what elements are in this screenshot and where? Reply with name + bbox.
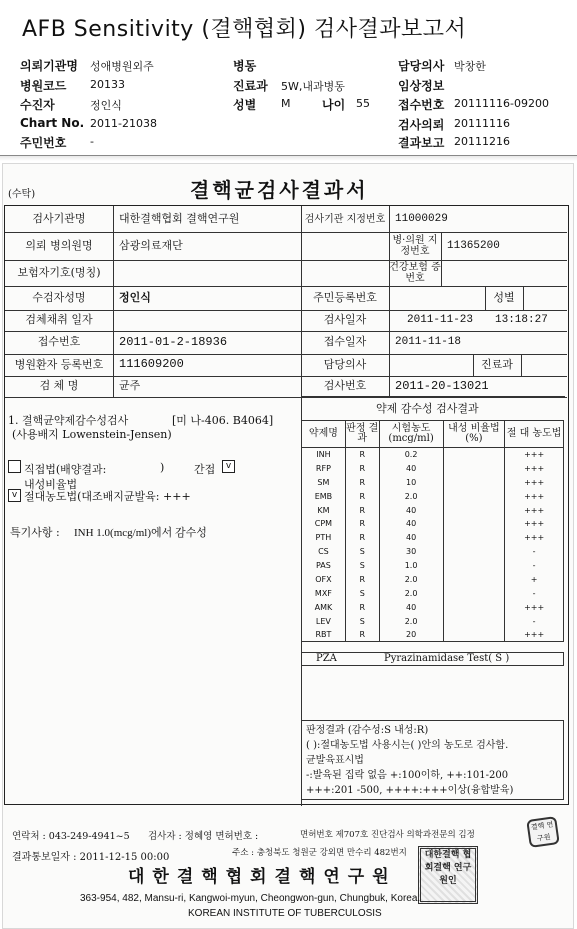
sensitivity-row bbox=[302, 517, 564, 531]
requesting-hospital-value: 삼광의료재단 bbox=[119, 238, 183, 252]
hospital-code-value: 20133 bbox=[90, 78, 125, 91]
recipient-name-label: 수검자성명 bbox=[32, 290, 86, 304]
resident-no-value: - bbox=[90, 135, 94, 148]
sex-field-label: 성별 bbox=[493, 290, 515, 304]
attending-physician-label: 담당의사 bbox=[323, 357, 367, 371]
sensitivity-row bbox=[302, 503, 564, 517]
address: 주소 : 충청북도 청원군 강외면 만수리 482번지 bbox=[232, 848, 407, 858]
age-value: 55 bbox=[356, 97, 370, 110]
concentration-cell: 2.0 bbox=[379, 614, 443, 628]
age-label: 나이 bbox=[322, 98, 346, 112]
english-address: 363-954, 482, Mansu-ri, Kangwoi-myun, Cheongwon-gun, Chungbuk, Korea. bbox=[80, 893, 421, 904]
sensitivity-body bbox=[302, 448, 564, 642]
drug-cell: LEV bbox=[302, 614, 346, 628]
report-header-title: AFB Sensitivity (결핵협회) 검사결과보고서 bbox=[22, 17, 467, 42]
receipt-date-label: 접수일자 bbox=[323, 335, 367, 349]
concentration-cell: 30 bbox=[379, 545, 443, 559]
result-cell: S bbox=[345, 545, 379, 559]
sensitivity-row bbox=[302, 475, 564, 489]
absolute-cell: +++ bbox=[505, 475, 564, 489]
result-cell: R bbox=[345, 517, 379, 531]
requesting-hospital-label: 의뢰 병의원명 bbox=[25, 238, 93, 252]
request-date-value: 20111116 bbox=[454, 117, 510, 130]
drug-cell: MXF bbox=[302, 586, 346, 600]
result-cell: R bbox=[345, 461, 379, 475]
ratio-cell bbox=[443, 628, 505, 642]
concentration-cell: 0.2 bbox=[379, 448, 443, 462]
tester-info: 검사자 : 정혜영 면허번호 : bbox=[148, 831, 259, 842]
drug-cell: CPM bbox=[302, 517, 346, 531]
result-cell: S bbox=[345, 614, 379, 628]
result-cell: S bbox=[345, 586, 379, 600]
receipt-date-value: 2011-11-18 bbox=[395, 336, 462, 349]
legend-line: 판정결과 (감수성:S 내성:R) bbox=[306, 725, 429, 736]
hospital-code-label: 병·의원 지정번호 bbox=[392, 235, 438, 257]
test-date-value: 2011-11-23 bbox=[407, 314, 474, 327]
legend-line: -:발육된 집락 없음 +:100이하, ++:101-200 bbox=[306, 770, 509, 781]
report-title: 결핵균검사결과서 bbox=[190, 178, 369, 202]
ratio-cell bbox=[443, 517, 505, 531]
institute-name: 대한결핵협회결핵연구원 bbox=[128, 867, 397, 887]
sensitivity-row bbox=[302, 489, 564, 503]
lab-code-label: 검사기관 지정번호 bbox=[304, 213, 386, 225]
concentration-cell: 40 bbox=[379, 517, 443, 531]
drug-cell: RBT bbox=[302, 628, 346, 642]
lab-code-value: 11000029 bbox=[395, 212, 448, 225]
concentration-cell: 2.0 bbox=[379, 573, 443, 587]
sex-value: M bbox=[281, 97, 291, 110]
contact-phone: 연락처 : 043-249-4941~5 bbox=[12, 831, 130, 842]
patient-label: 수진자 bbox=[20, 98, 55, 112]
clinical-label: 임상정보 bbox=[398, 79, 445, 93]
direct-method-checkbox[interactable] bbox=[8, 460, 21, 473]
institution-value: 성애병원외주 bbox=[90, 60, 154, 73]
result-cell: R bbox=[345, 531, 379, 545]
ratio-cell bbox=[443, 600, 505, 614]
collection-date-label: 검체채취 일자 bbox=[25, 313, 93, 327]
absolute-cell: +++ bbox=[505, 600, 564, 614]
recipient-name-value: 정인식 bbox=[119, 290, 151, 304]
hospital-code-label: 병원코드 bbox=[20, 79, 67, 93]
sex-label: 성별 bbox=[233, 98, 257, 112]
request-date-label: 검사의뢰 bbox=[398, 118, 445, 132]
concentration-cell: 40 bbox=[379, 503, 443, 517]
test-number-value: 2011-20-13021 bbox=[395, 378, 489, 393]
patient-value: 정인식 bbox=[90, 99, 122, 112]
ratio-cell bbox=[443, 461, 505, 475]
header-divider bbox=[0, 155, 577, 161]
absolute-cell: +++ bbox=[505, 489, 564, 503]
ratio-cell bbox=[443, 448, 505, 462]
doctor-label: 담당의사 bbox=[398, 59, 445, 73]
absolute-cell: + bbox=[505, 573, 564, 587]
result-cell: R bbox=[345, 475, 379, 489]
absolute-cell: - bbox=[505, 545, 564, 559]
concentration-cell: 20 bbox=[379, 628, 443, 642]
sensitivity-table bbox=[301, 420, 564, 642]
absolute-cell: +++ bbox=[505, 517, 564, 531]
official-seal-stamp: 대한결핵 협회결핵 연구원인 bbox=[418, 846, 478, 904]
absolute-cell: - bbox=[505, 586, 564, 600]
drug-cell: INH bbox=[302, 448, 346, 462]
receipt-number-value: 2011-01-2-18936 bbox=[119, 334, 228, 349]
chart-no-label: Chart No. bbox=[20, 116, 85, 130]
sensitivity-row bbox=[302, 600, 564, 614]
notify-date: 결과통보일자 : 2011-12-15 00:00 bbox=[12, 852, 170, 863]
test-time-value: 13:18:27 bbox=[495, 314, 548, 327]
result-cell: R bbox=[345, 628, 379, 642]
header-absolute: 절 대 농도법 bbox=[505, 421, 564, 448]
result-cell: R bbox=[345, 489, 379, 503]
ratio-cell bbox=[443, 573, 505, 587]
dept-value: 5W,내과병동 bbox=[281, 80, 345, 93]
hospital-code-value: 11365200 bbox=[447, 239, 500, 252]
sensitivity-row bbox=[302, 531, 564, 545]
drug-cell: PTH bbox=[302, 531, 346, 545]
test-name: 1. 결핵균약제감수성검사 bbox=[8, 414, 129, 427]
resident-no-label: 주민번호 bbox=[20, 136, 67, 150]
drug-cell: PAS bbox=[302, 559, 346, 573]
report-date-label: 결과보고 bbox=[398, 136, 445, 150]
lab-name-label: 검사기관명 bbox=[32, 211, 86, 225]
direct-method-label: 직접법(배양결과: bbox=[24, 463, 107, 476]
english-institute-name: KOREAN INSTITUTE OF TUBERCULOSIS bbox=[188, 908, 382, 919]
receipt-no-value: 20111116-09200 bbox=[454, 97, 549, 110]
absolute-cell: - bbox=[505, 559, 564, 573]
concentration-cell: 2.0 bbox=[379, 586, 443, 600]
absolute-cell: - bbox=[505, 614, 564, 628]
legend-line: 균발육표시법 bbox=[306, 755, 364, 766]
chart-no-value: 2011-21038 bbox=[90, 117, 157, 130]
sensitivity-row bbox=[302, 559, 564, 573]
drug-cell: OFX bbox=[302, 573, 346, 587]
report-date-value: 20111216 bbox=[454, 135, 510, 148]
license-info: 면허번호 제707호 진단검사 의학과전문의 김정 bbox=[300, 830, 475, 840]
indirect-method-checkbox[interactable]: v bbox=[222, 460, 235, 473]
result-cell: R bbox=[345, 503, 379, 517]
ratio-cell bbox=[443, 489, 505, 503]
sensitivity-row bbox=[302, 628, 564, 642]
dept-label: 진료과 bbox=[233, 79, 268, 93]
consignment-note: (수탁) bbox=[8, 189, 36, 200]
legend-line: +++:201 -500, ++++:+++이상(융합발육) bbox=[306, 785, 514, 796]
header-ratio: 내성 비율법(%) bbox=[443, 421, 505, 448]
department-label: 진료과 bbox=[481, 357, 513, 371]
sensitivity-row bbox=[302, 614, 564, 628]
concentration-cell: 40 bbox=[379, 531, 443, 545]
lab-name-value: 대한결핵협회 결핵연구원 bbox=[119, 211, 240, 225]
concentration-cell: 40 bbox=[379, 600, 443, 614]
sensitivity-row bbox=[302, 586, 564, 600]
ratio-cell bbox=[443, 614, 505, 628]
resident-registration-label: 주민등록번호 bbox=[313, 290, 377, 304]
indirect-method-label: 간접 bbox=[194, 463, 216, 476]
remarks-value: INH 1.0(mcg/ml)에서 감수성 bbox=[74, 527, 207, 539]
ratio-cell bbox=[443, 475, 505, 489]
absolute-cell: +++ bbox=[505, 448, 564, 462]
concentration-cell: 40 bbox=[379, 461, 443, 475]
receipt-no-label: 접수번호 bbox=[398, 98, 445, 112]
header-concentration: 시험농도 (mcg/ml) bbox=[379, 421, 443, 448]
header-drug: 약제명 bbox=[302, 421, 346, 448]
ratio-cell bbox=[443, 545, 505, 559]
absolute-method-checkbox[interactable]: v bbox=[8, 489, 21, 502]
receipt-number-label: 접수번호 bbox=[37, 335, 81, 349]
drug-cell: KM bbox=[302, 503, 346, 517]
sensitivity-row bbox=[302, 461, 564, 475]
concentration-cell: 10 bbox=[379, 475, 443, 489]
drug-cell: EMB bbox=[302, 489, 346, 503]
pza-label: PZA bbox=[316, 653, 337, 664]
legend-line: ( ):절대농도법 사용시는( )안의 농도로 검사함. bbox=[306, 740, 509, 751]
sensitivity-row bbox=[302, 573, 564, 587]
sensitivity-header-row bbox=[302, 421, 564, 448]
health-card-label: 건강보험 증 번호 bbox=[389, 262, 441, 284]
header-result: 판정 결과 bbox=[345, 421, 379, 448]
direct-method-close: ) bbox=[160, 461, 165, 474]
specimen-label: 검 체 명 bbox=[39, 379, 79, 393]
concentration-cell: 2.0 bbox=[379, 489, 443, 503]
pza-row bbox=[301, 652, 564, 666]
drug-cell: AMK bbox=[302, 600, 346, 614]
patient-registration-value: 111609200 bbox=[119, 357, 184, 372]
patient-registration-label: 병원환자 등록번호 bbox=[14, 357, 104, 371]
ratio-cell bbox=[443, 503, 505, 517]
specimen-value: 균주 bbox=[119, 379, 141, 393]
culture-medium: (사용배지 Lowenstein-Jensen) bbox=[12, 428, 172, 441]
test-date-label: 검사일자 bbox=[323, 313, 367, 327]
sensitivity-row bbox=[302, 448, 564, 462]
small-seal-stamp: 결핵 연구원 bbox=[526, 816, 560, 848]
sensitivity-row bbox=[302, 545, 564, 559]
remarks-label: 특기사항 : bbox=[10, 526, 60, 539]
sensitivity-title: 약제 감수성 검사결과 bbox=[376, 402, 479, 415]
doctor-value: 박창한 bbox=[454, 60, 486, 73]
result-cell: R bbox=[345, 600, 379, 614]
insurer-label: 보험자기호(명칭) bbox=[17, 265, 101, 279]
result-cell: R bbox=[345, 573, 379, 587]
absolute-cell: +++ bbox=[505, 531, 564, 545]
ratio-cell bbox=[443, 531, 505, 545]
drug-cell: RFP bbox=[302, 461, 346, 475]
ratio-method-label: 내성비율법 bbox=[24, 478, 78, 491]
absolute-cell: +++ bbox=[505, 628, 564, 642]
absolute-cell: +++ bbox=[505, 461, 564, 475]
result-cell: S bbox=[345, 559, 379, 573]
absolute-cell: +++ bbox=[505, 503, 564, 517]
institution-label: 의뢰기관명 bbox=[20, 59, 78, 73]
pza-result: Pyrazinamidase Test( S ) bbox=[384, 653, 510, 664]
concentration-cell: 1.0 bbox=[379, 559, 443, 573]
test-number-label: 검사번호 bbox=[323, 379, 367, 393]
absolute-method-label: 절대농도법(대조배지균발육: +++ bbox=[24, 490, 191, 503]
test-code: [미 나-406. B4064] bbox=[172, 414, 274, 427]
ratio-cell bbox=[443, 586, 505, 600]
legend-box bbox=[301, 720, 564, 800]
result-cell: R bbox=[345, 448, 379, 462]
drug-cell: CS bbox=[302, 545, 346, 559]
drug-cell: SM bbox=[302, 475, 346, 489]
ward-label: 병동 bbox=[233, 59, 257, 73]
ratio-cell bbox=[443, 559, 505, 573]
